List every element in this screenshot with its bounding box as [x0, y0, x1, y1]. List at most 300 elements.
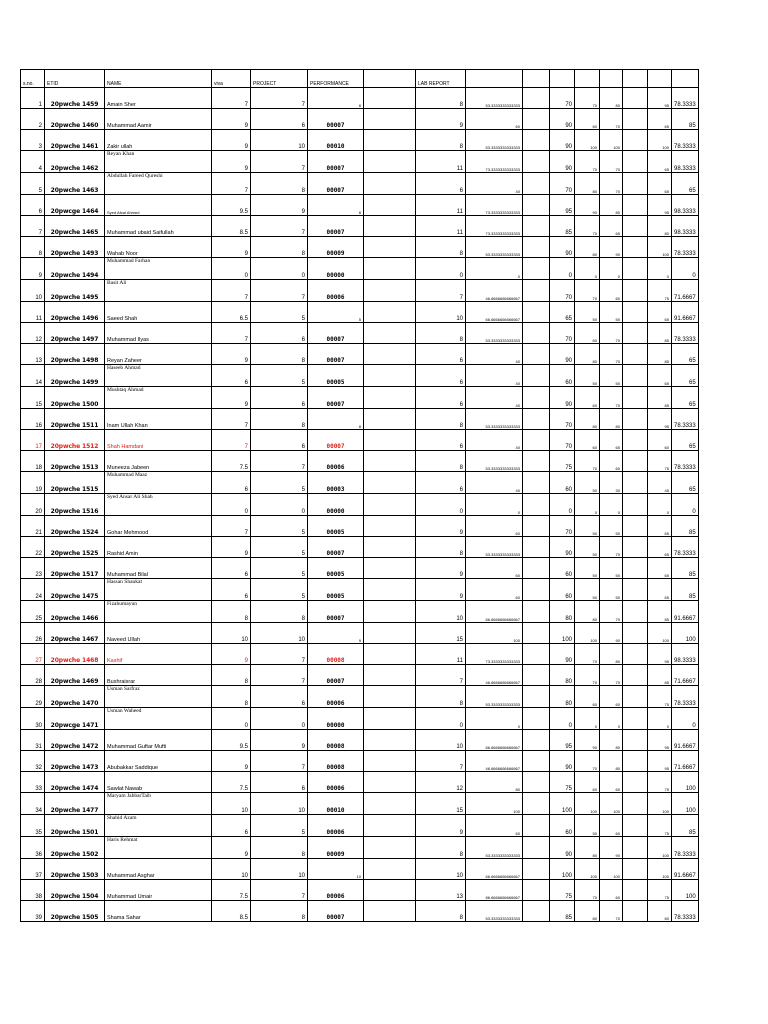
cell-score-4: 85	[648, 387, 672, 409]
cell-sno: 10	[21, 280, 45, 302]
header-empty	[672, 70, 699, 88]
cell-viva: 7.5	[212, 880, 251, 901]
cell-performance: 8	[308, 409, 364, 430]
cell-total: 78.3333	[672, 88, 699, 109]
cell-project: 7	[251, 280, 308, 302]
cell-name: Bushraisrar	[105, 665, 212, 686]
cell-viva: 7.5	[212, 772, 251, 793]
cell-total: 0	[672, 258, 699, 280]
cell-empty	[364, 365, 416, 387]
table-row	[21, 537, 699, 558]
cell-sno: 19	[21, 472, 45, 494]
table-row	[21, 472, 699, 494]
cell-score-1: 85	[550, 216, 575, 237]
cell-performance: 9	[308, 623, 364, 644]
cell-lab-report: 13	[416, 880, 466, 901]
cell-sno: 36	[21, 837, 45, 859]
cell-empty	[364, 323, 416, 344]
cell-lab-report: 0	[416, 258, 466, 280]
cell-empty	[523, 665, 550, 686]
cell-empty	[623, 537, 648, 558]
cell-etid: 20pwche 1470	[45, 686, 105, 708]
cell-score-3: 90	[600, 237, 623, 258]
header-sno: s.no.	[21, 70, 45, 88]
cell-empty	[523, 686, 550, 708]
cell-empty	[364, 665, 416, 686]
cell-sno: 34	[21, 793, 45, 815]
cell-sno: 15	[21, 387, 45, 409]
cell-project: 0	[251, 258, 308, 280]
cell-name: Shama Sahar	[105, 901, 212, 922]
table-row	[21, 237, 699, 258]
cell-name: Wahab Noor	[105, 237, 212, 258]
cell-name: Fizahumayun	[105, 601, 212, 623]
cell-lab-report: 6	[416, 430, 466, 451]
cell-score-4: 65	[648, 151, 672, 173]
cell-name: Shah Hamdani	[105, 430, 212, 451]
cell-empty	[623, 365, 648, 387]
cell-performance: 00007	[308, 387, 364, 409]
cell-name: Abubakkar Saddique	[105, 751, 212, 772]
cell-lab-report: 10	[416, 302, 466, 323]
cell-score-3: 60	[600, 815, 623, 837]
cell-score-1: 0	[550, 708, 575, 730]
cell-score-1: 90	[550, 837, 575, 859]
cell-lab-report: 10	[416, 859, 466, 880]
cell-lab-percent: 80	[466, 772, 523, 793]
cell-etid: 20pwche 1472	[45, 730, 105, 751]
cell-empty	[523, 516, 550, 537]
cell-score-3: 60	[600, 772, 623, 793]
cell-empty	[523, 109, 550, 130]
cell-score-4: 100	[648, 130, 672, 151]
cell-empty	[364, 237, 416, 258]
cell-performance: 00009	[308, 237, 364, 258]
cell-score-2: 60	[575, 772, 600, 793]
cell-score-3: 50	[600, 516, 623, 537]
cell-lab-report: 9	[416, 558, 466, 579]
cell-score-1: 65	[550, 302, 575, 323]
cell-etid: 20pwche 1467	[45, 623, 105, 644]
cell-score-1: 75	[550, 451, 575, 472]
cell-sno: 32	[21, 751, 45, 772]
cell-empty	[364, 195, 416, 216]
cell-score-1: 90	[550, 344, 575, 365]
cell-lab-percent: 66.6666666666667	[466, 730, 523, 751]
cell-name: Syed Afzal Ahmed	[105, 195, 212, 216]
cell-viva: 8	[212, 601, 251, 623]
cell-empty	[623, 751, 648, 772]
cell-score-3: 60	[600, 280, 623, 302]
cell-score-2: 50	[575, 516, 600, 537]
cell-project: 5	[251, 516, 308, 537]
cell-lab-report: 0	[416, 494, 466, 516]
cell-empty	[523, 365, 550, 387]
cell-score-4: 100	[648, 237, 672, 258]
cell-empty	[523, 430, 550, 451]
cell-viva: 10	[212, 793, 251, 815]
cell-sno: 35	[21, 815, 45, 837]
cell-lab-percent: 53.3333333333333	[466, 409, 523, 430]
cell-viva: 9	[212, 130, 251, 151]
cell-etid: 20pwche 1473	[45, 751, 105, 772]
cell-total: 65	[672, 387, 699, 409]
cell-empty	[523, 237, 550, 258]
cell-total: 71.6667	[672, 751, 699, 772]
cell-score-3: 60	[600, 880, 623, 901]
cell-name: Kashif	[105, 644, 212, 665]
cell-score-2: 50	[575, 302, 600, 323]
cell-score-3: 70	[600, 344, 623, 365]
cell-sno: 14	[21, 365, 45, 387]
table-row	[21, 793, 699, 815]
cell-performance: 00003	[308, 472, 364, 494]
cell-project: 9	[251, 730, 308, 751]
cell-performance: 00000	[308, 494, 364, 516]
cell-lab-report: 0	[416, 708, 466, 730]
cell-etid: 20pwche 1496	[45, 302, 105, 323]
cell-lab-percent: 100	[466, 793, 523, 815]
cell-lab-percent: 40	[466, 430, 523, 451]
cell-performance: 00005	[308, 558, 364, 579]
cell-lab-percent: 40	[466, 387, 523, 409]
cell-etid: 20pwche 1494	[45, 258, 105, 280]
cell-empty	[623, 859, 648, 880]
cell-lab-report: 11	[416, 151, 466, 173]
cell-score-1: 70	[550, 280, 575, 302]
cell-score-3: 70	[600, 537, 623, 558]
table-row	[21, 451, 699, 472]
cell-project: 7	[251, 880, 308, 901]
cell-score-4: 75	[648, 815, 672, 837]
cell-total: 78.3333	[672, 451, 699, 472]
cell-score-4: 75	[648, 280, 672, 302]
cell-etid: 20pwche 1461	[45, 130, 105, 151]
cell-score-2: 90	[575, 730, 600, 751]
cell-score-2: 0	[575, 708, 600, 730]
cell-etid: 20pwcge 1471	[45, 708, 105, 730]
cell-score-2: 70	[575, 216, 600, 237]
cell-empty	[623, 472, 648, 494]
cell-project: 10	[251, 859, 308, 880]
cell-project: 8	[251, 837, 308, 859]
cell-total: 91.6667	[672, 730, 699, 751]
cell-score-3: 0	[600, 258, 623, 280]
cell-empty	[364, 751, 416, 772]
cell-sno: 2	[21, 109, 45, 130]
cell-score-1: 90	[550, 644, 575, 665]
cell-performance: 00008	[308, 730, 364, 751]
table-row	[21, 365, 699, 387]
cell-empty	[623, 601, 648, 623]
cell-empty	[523, 644, 550, 665]
cell-viva: 9.5	[212, 730, 251, 751]
cell-lab-report: 15	[416, 793, 466, 815]
cell-lab-percent: 0	[466, 708, 523, 730]
cell-empty	[523, 793, 550, 815]
cell-etid: 20pwche 1498	[45, 344, 105, 365]
cell-empty	[623, 793, 648, 815]
table-row	[21, 195, 699, 216]
cell-score-1: 0	[550, 494, 575, 516]
cell-lab-report: 6	[416, 173, 466, 195]
cell-sno: 18	[21, 451, 45, 472]
table-row	[21, 601, 699, 623]
cell-project: 6	[251, 387, 308, 409]
table-row	[21, 708, 699, 730]
cell-name: Muhammad Farhan	[105, 258, 212, 280]
cell-sno: 11	[21, 302, 45, 323]
cell-empty	[364, 644, 416, 665]
cell-name: Muhammad Asghar	[105, 859, 212, 880]
table-row	[21, 665, 699, 686]
cell-lab-report: 10	[416, 601, 466, 623]
cell-score-1: 85	[550, 901, 575, 922]
cell-name: Usman Sarfraz	[105, 686, 212, 708]
cell-performance: 00007	[308, 537, 364, 558]
cell-etid: 20pwche 1459	[45, 88, 105, 109]
cell-name: Muhammad Aamir	[105, 109, 212, 130]
cell-lab-report: 7	[416, 665, 466, 686]
table-row	[21, 516, 699, 537]
cell-empty	[364, 494, 416, 516]
cell-viva: 10	[212, 623, 251, 644]
header-viva: viva	[212, 70, 251, 88]
cell-score-2: 70	[575, 151, 600, 173]
spreadsheet	[20, 69, 699, 922]
cell-sno: 7	[21, 216, 45, 237]
table-row	[21, 880, 699, 901]
header-empty	[523, 70, 550, 88]
cell-empty	[623, 451, 648, 472]
cell-project: 6	[251, 109, 308, 130]
cell-project: 8	[251, 901, 308, 922]
cell-total: 65	[672, 344, 699, 365]
table-row	[21, 644, 699, 665]
cell-score-2: 50	[575, 558, 600, 579]
cell-viva: 9.5	[212, 195, 251, 216]
cell-empty	[623, 280, 648, 302]
cell-empty	[623, 558, 648, 579]
header-empty	[623, 70, 648, 88]
cell-score-4: 65	[648, 537, 672, 558]
cell-score-1: 100	[550, 623, 575, 644]
cell-score-4: 95	[648, 195, 672, 216]
cell-lab-report: 8	[416, 451, 466, 472]
cell-sno: 25	[21, 601, 45, 623]
cell-total: 65	[672, 430, 699, 451]
cell-score-2: 70	[575, 880, 600, 901]
cell-score-1: 60	[550, 815, 575, 837]
cell-lab-report: 12	[416, 772, 466, 793]
cell-viva: 6	[212, 815, 251, 837]
cell-empty	[523, 151, 550, 173]
cell-total: 78.3333	[672, 409, 699, 430]
cell-performance: 00007	[308, 601, 364, 623]
cell-empty	[623, 109, 648, 130]
cell-project: 8	[251, 237, 308, 258]
cell-etid: 20pwche 1504	[45, 880, 105, 901]
cell-total: 98.3333	[672, 151, 699, 173]
cell-empty	[364, 516, 416, 537]
cell-empty	[523, 302, 550, 323]
cell-empty	[623, 686, 648, 708]
cell-performance: 00000	[308, 708, 364, 730]
cell-score-1: 100	[550, 859, 575, 880]
cell-empty	[364, 815, 416, 837]
cell-performance: 00007	[308, 109, 364, 130]
cell-score-3: 70	[600, 665, 623, 686]
cell-sno: 30	[21, 708, 45, 730]
cell-name: Saeed Shah	[105, 302, 212, 323]
cell-name: Muhammad ubaid Saifullah	[105, 216, 212, 237]
cell-score-3: 70	[600, 901, 623, 922]
cell-empty	[623, 88, 648, 109]
cell-empty	[623, 623, 648, 644]
cell-empty	[623, 708, 648, 730]
header-etid: ETID	[45, 70, 105, 88]
cell-lab-percent: 40	[466, 344, 523, 365]
cell-lab-report: 8	[416, 130, 466, 151]
cell-empty	[364, 537, 416, 558]
cell-etid: 20pwche 1463	[45, 173, 105, 195]
cell-score-2: 70	[575, 451, 600, 472]
cell-viva: 0	[212, 258, 251, 280]
cell-viva: 9	[212, 387, 251, 409]
cell-name: Basit Ali	[105, 280, 212, 302]
cell-score-2: 50	[575, 579, 600, 601]
cell-lab-report: 8	[416, 237, 466, 258]
cell-score-4: 85	[648, 323, 672, 344]
cell-total: 78.3333	[672, 837, 699, 859]
cell-score-3: 65	[600, 216, 623, 237]
cell-lab-percent: 73.3333333333333	[466, 151, 523, 173]
cell-score-4: 85	[648, 665, 672, 686]
cell-sno: 33	[21, 772, 45, 793]
header-lab-report: LAB REPORT	[416, 70, 466, 88]
cell-score-4: 95	[648, 644, 672, 665]
cell-empty	[623, 237, 648, 258]
cell-project: 6	[251, 323, 308, 344]
cell-name: Reyan Zaheer	[105, 344, 212, 365]
cell-lab-percent: 0	[466, 494, 523, 516]
cell-project: 6	[251, 430, 308, 451]
cell-project: 7	[251, 88, 308, 109]
cell-empty	[623, 344, 648, 365]
cell-score-3: 30	[600, 472, 623, 494]
cell-empty	[523, 130, 550, 151]
cell-viva: 8	[212, 665, 251, 686]
cell-etid: 20pwche 1513	[45, 451, 105, 472]
cell-score-2: 100	[575, 793, 600, 815]
cell-score-2: 60	[575, 686, 600, 708]
header-empty	[550, 70, 575, 88]
cell-empty	[364, 623, 416, 644]
cell-lab-report: 6	[416, 472, 466, 494]
cell-lab-percent: 0	[466, 258, 523, 280]
cell-sno: 21	[21, 516, 45, 537]
cell-viva: 9	[212, 751, 251, 772]
table-row	[21, 88, 699, 109]
cell-name: Maryam JabbarTaib	[105, 793, 212, 815]
cell-score-2: 60	[575, 430, 600, 451]
cell-score-1: 70	[550, 430, 575, 451]
cell-empty	[364, 901, 416, 922]
cell-sno: 38	[21, 880, 45, 901]
cell-empty	[623, 516, 648, 537]
cell-sno: 24	[21, 579, 45, 601]
cell-score-3: 60	[600, 451, 623, 472]
cell-score-4: 75	[648, 686, 672, 708]
cell-viva: 7.5	[212, 451, 251, 472]
cell-total: 0	[672, 708, 699, 730]
cell-viva: 6	[212, 558, 251, 579]
table-row	[21, 323, 699, 344]
cell-lab-percent: 60	[466, 516, 523, 537]
cell-score-2: 70	[575, 644, 600, 665]
cell-viva: 9	[212, 151, 251, 173]
table-row	[21, 901, 699, 922]
cell-empty	[623, 302, 648, 323]
cell-total: 98.3333	[672, 216, 699, 237]
table-row	[21, 686, 699, 708]
cell-etid: 20pwche 1469	[45, 665, 105, 686]
table-row	[21, 815, 699, 837]
cell-score-1: 60	[550, 472, 575, 494]
cell-performance: 00006	[308, 280, 364, 302]
cell-score-2: 0	[575, 258, 600, 280]
cell-lab-percent: 60	[466, 558, 523, 579]
cell-score-4: 95	[648, 409, 672, 430]
table-row	[21, 430, 699, 451]
cell-empty	[523, 558, 550, 579]
cell-performance: 5	[308, 302, 364, 323]
cell-lab-percent: 73.3333333333333	[466, 195, 523, 216]
cell-project: 6	[251, 686, 308, 708]
cell-lab-percent: 53.3333333333333	[466, 130, 523, 151]
cell-empty	[523, 751, 550, 772]
cell-score-4: 100	[648, 859, 672, 880]
cell-score-1: 70	[550, 323, 575, 344]
cell-project: 5	[251, 558, 308, 579]
cell-empty	[364, 579, 416, 601]
cell-score-4: 85	[648, 344, 672, 365]
cell-empty	[364, 409, 416, 430]
cell-sno: 20	[21, 494, 45, 516]
cell-name: Gohar Mehmood	[105, 516, 212, 537]
cell-etid: 20pwche 1499	[45, 365, 105, 387]
cell-sno: 26	[21, 623, 45, 644]
cell-viva: 9	[212, 344, 251, 365]
cell-score-2: 80	[575, 173, 600, 195]
table-row	[21, 302, 699, 323]
cell-etid: 20pwche 1524	[45, 516, 105, 537]
cell-score-3: 80	[600, 409, 623, 430]
cell-lab-report: 9	[416, 579, 466, 601]
cell-lab-report: 11	[416, 195, 466, 216]
cell-empty	[523, 387, 550, 409]
cell-empty	[364, 151, 416, 173]
cell-lab-percent: 53.3333333333333	[466, 451, 523, 472]
cell-total: 71.6667	[672, 665, 699, 686]
cell-total: 0	[672, 494, 699, 516]
table-row	[21, 387, 699, 409]
table-row	[21, 730, 699, 751]
cell-lab-percent: 40	[466, 173, 523, 195]
cell-performance: 00006	[308, 686, 364, 708]
cell-total: 65	[672, 472, 699, 494]
cell-sno: 9	[21, 258, 45, 280]
